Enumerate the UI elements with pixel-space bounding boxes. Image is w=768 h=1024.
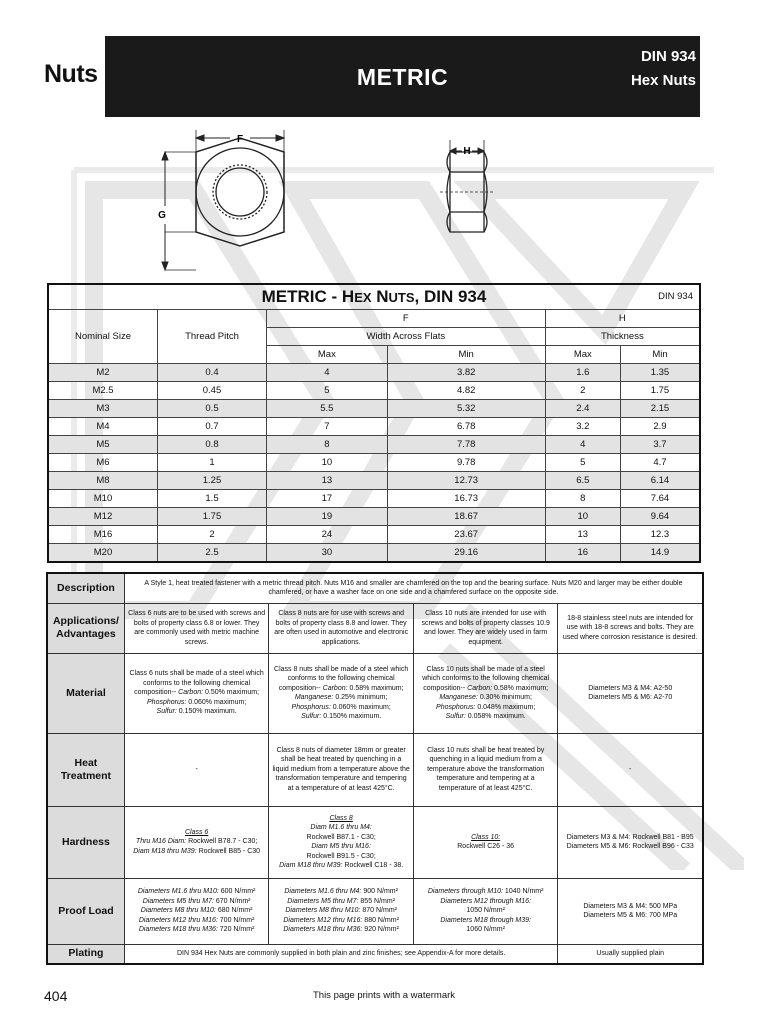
row-label-applications: Applications/ Advantages (47, 603, 124, 653)
table-cell: 4.82 (387, 382, 545, 400)
table-cell: 17 (267, 490, 388, 508)
col-h-max: Max (545, 346, 620, 364)
table-cell: 5 (267, 382, 388, 400)
table-cell: 9.78 (387, 454, 545, 472)
table-cell: 7 (267, 418, 388, 436)
table-cell: 2.9 (620, 418, 700, 436)
table-cell: 30 (267, 544, 388, 563)
table-cell: M10 (48, 490, 158, 508)
standard-label (631, 45, 696, 93)
proof-class6: Diameters M1.6 thru M10: 600 N/mm² Diameters M5 thru M7: 670 N/mm² Diameters M8 thru M10: 680 N/mm² Diameters M12 thru M16: 700 N/mm² Diameters M18 thru M36: 720 N/mm² (124, 878, 269, 944)
col-h: H (545, 310, 700, 328)
standard-din: DIN 934 (640, 48, 696, 65)
table-cell: 0.7 (158, 418, 267, 436)
table-cell: 5 (545, 454, 620, 472)
page-number: 404 (44, 988, 68, 1004)
table-cell: 2.5 (158, 544, 267, 563)
material-class6: Class 6 nuts shall be made of a steel which conforms to the following chemical composition-- Carbon: 0.50% maximum; Phosphorus: 0.060% maximum; Sulfur: 0.150% maximum. (124, 653, 269, 733)
proof-class10: Diameters through M10: 1040 N/mm² Diameters M12 through M16: 1050 N/mm² Diameters M18 through M39: 1060 N/mm² (413, 878, 558, 944)
row-label-heat-treatment: Heat Treatment (47, 733, 124, 806)
col-h-min: Min (620, 346, 700, 364)
table-cell: M4 (48, 418, 158, 436)
material-stainless: Diameters M3 & M4: A2-50 Diameters M5 & M6: A2-70 (558, 653, 703, 733)
table-cell: M20 (48, 544, 158, 563)
applications-class6: Class 6 nuts are to be used with screws and bolts of property class 6.8 or lower. They are commonly used with metric machine screws. (124, 603, 269, 653)
label-h: H (463, 146, 471, 157)
table-row (48, 382, 700, 400)
table-cell: 7.78 (387, 436, 545, 454)
table-cell: 10 (545, 508, 620, 526)
applications-class8: Class 8 nuts are for use with screws and bolts of property class 8.8 and lower. They are often used in automotive and electronic applications. (269, 603, 414, 653)
hardness-class8: Class 8 Diam M1.6 thru M4: Rockwell B87.1 - C30; Diam M5 thru M16: Rockwell B91.5 - C30; Diam M18 thru M39: Rockwell C18 - 38. (269, 806, 414, 878)
table-cell: M3 (48, 400, 158, 418)
heat-class10: Class 10 nuts shall be heat treated by quenching in a liquid medium from a temperature above the transformation temperature and tempering at a temperature of at least 425°C. (413, 733, 558, 806)
watermark-note: This page prints with a watermark (312, 990, 456, 1001)
table-cell: 4 (545, 436, 620, 454)
table-cell: 5.32 (387, 400, 545, 418)
row-label-hardness: Hardness (47, 806, 124, 878)
table-cell: 0.45 (158, 382, 267, 400)
table-cell: 0.5 (158, 400, 267, 418)
dimensions-table (47, 283, 701, 563)
table-cell: 4 (267, 364, 388, 382)
heat-class6: - (124, 733, 269, 806)
table-cell: 2 (545, 382, 620, 400)
label-g: G (158, 210, 166, 221)
table-cell: 14.9 (620, 544, 700, 563)
table-cell: 19 (267, 508, 388, 526)
table-cell: M8 (48, 472, 158, 490)
proof-stainless: Diameters M3 & M4: 500 MPa Diameters M5 & M6: 700 MPa (558, 878, 703, 944)
table-cell: M12 (48, 508, 158, 526)
table-cell: 13 (545, 526, 620, 544)
col-nominal-size: Nominal Size (48, 310, 158, 364)
table-cell: 2.4 (545, 400, 620, 418)
col-f-sub: Width Across Flats (267, 328, 546, 346)
hardness-class10: Class 10: Rockwell C26 - 36 (413, 806, 558, 878)
table-cell: 16 (545, 544, 620, 563)
col-f-max: Max (267, 346, 388, 364)
table-cell: 16.73 (387, 490, 545, 508)
table-cell: 5.5 (267, 400, 388, 418)
table-cell: 2 (158, 526, 267, 544)
col-f: F (267, 310, 546, 328)
heat-stainless: - (558, 733, 703, 806)
table-row (48, 418, 700, 436)
table-cell: 1.25 (158, 472, 267, 490)
table-standard: DIN 934 (658, 291, 693, 302)
table-cell: 1 (158, 454, 267, 472)
material-class8: Class 8 nuts shall be made of a steel which conforms to the following chemical composition-- Carbon: 0.58% maximum; Manganese: 0.25% minimum; Phosphorus: 0.060% maximum; Sulfur: 0.150% maximum. (269, 653, 414, 733)
table-cell: 2.15 (620, 400, 700, 418)
table-cell: 4.7 (620, 454, 700, 472)
table-cell: 3.7 (620, 436, 700, 454)
description-text: A Style 1, heat treated fastener with a metric thread pitch. Nuts M16 and smaller are chamfered on the top and the bearing surface. Nuts M20 and larger may be either double chamfered, or have a washer face on one side and a chamfered surface on the opposite side. (124, 573, 703, 603)
hex-nut-diagram (0, 120, 768, 280)
table-title: METRIC - HEX NUTS, DIN 934 (261, 287, 487, 306)
table-cell: 1.35 (620, 364, 700, 382)
hardness-class6: Class 6 Thru M16 Diam: Rockwell B78.7 - C30; Diam M18 thru M39: Rockwell B85 - C30 (124, 806, 269, 878)
label-f: F (236, 134, 244, 145)
table-cell: M5 (48, 436, 158, 454)
col-thread-pitch: Thread Pitch (158, 310, 267, 364)
table-cell: 23.67 (387, 526, 545, 544)
col-f-min: Min (387, 346, 545, 364)
table-cell: 1.5 (158, 490, 267, 508)
row-label-plating: Plating (47, 944, 124, 964)
plating-text: DIN 934 Hex Nuts are commonly supplied in both plain and zinc finishes; see Appendix-A for more details. (124, 944, 558, 964)
table-row (48, 508, 700, 526)
proof-class8: Diameters M1.6 thru M4: 900 N/mm² Diameters M5 thru M7: 855 N/mm² Diameters M8 thru M10: 870 N/mm² Diameters M12 thru M16: 880 N/mm² Diameters M18 thru M36: 920 N/mm² (269, 878, 414, 944)
col-h-sub: Thickness (545, 328, 700, 346)
table-cell: 18.67 (387, 508, 545, 526)
applications-stainless: 18-8 stainless steel nuts are intended for use with 18-8 screws and bolts. They are used where corrosion resistance is desired. (558, 603, 703, 653)
table-cell: 1.6 (545, 364, 620, 382)
table-cell: 8 (545, 490, 620, 508)
table-row (48, 544, 700, 563)
table-row (48, 436, 700, 454)
table-cell: 8 (267, 436, 388, 454)
hardness-stainless: Diameters M3 & M4: Rockwell B81 - B95 Diameters M5 & M6: Rockwell B96 - C33 (558, 806, 703, 878)
plating-stainless: Usually supplied plain (558, 944, 703, 964)
table-row (48, 490, 700, 508)
standard-type: Hex Nuts (630, 72, 696, 89)
applications-class10: Class 10 nuts are intended for use with screws and bolts of property classes 10.9 and lower. They are widely used in farm equipment. (413, 603, 558, 653)
heat-class8: Class 8 nuts of diameter 18mm or greater shall be heat treated by quenching in a liquid medium from a temperature above the transformation temperature and tempering at a temperature of at least 425°C. (269, 733, 414, 806)
table-cell: 6.14 (620, 472, 700, 490)
table-cell: 0.4 (158, 364, 267, 382)
table-cell: 29.16 (387, 544, 545, 563)
material-class10: Class 10 nuts shall be made of a steel which conforms to the following chemical composition-- Carbon: 0.58% maximum; Manganese: 0.30% minimum; Phosphorus: 0.048% maximum; Sulfur: 0.058% maximum. (413, 653, 558, 733)
front-view (165, 130, 284, 246)
section-label: Nuts (44, 60, 98, 88)
table-cell: M2 (48, 364, 158, 382)
table-cell: 1.75 (158, 508, 267, 526)
table-cell: 6.78 (387, 418, 545, 436)
table-row (48, 364, 700, 382)
table-cell: 1.75 (620, 382, 700, 400)
specifications-table (46, 572, 704, 965)
page-title: METRIC (356, 64, 449, 90)
table-cell: 9.64 (620, 508, 700, 526)
row-label-material: Material (47, 653, 124, 733)
table-cell: 12.73 (387, 472, 545, 490)
table-cell: M2.5 (48, 382, 158, 400)
table-cell: 10 (267, 454, 388, 472)
table-row (48, 454, 700, 472)
table-cell: 3.2 (545, 418, 620, 436)
table-row (48, 526, 700, 544)
dimension-lines (162, 135, 284, 270)
table-cell: M6 (48, 454, 158, 472)
table-cell: 0.8 (158, 436, 267, 454)
table-cell: 7.64 (620, 490, 700, 508)
table-cell: 13 (267, 472, 388, 490)
header-bar (105, 36, 700, 117)
table-row (48, 400, 700, 418)
row-label-proof-load: Proof Load (47, 878, 124, 944)
row-label-description: Description (47, 573, 124, 603)
table-cell: 24 (267, 526, 388, 544)
table-cell: 12.3 (620, 526, 700, 544)
table-cell: 3.82 (387, 364, 545, 382)
table-cell: M16 (48, 526, 158, 544)
table-row (48, 472, 700, 490)
table-cell: 6.5 (545, 472, 620, 490)
